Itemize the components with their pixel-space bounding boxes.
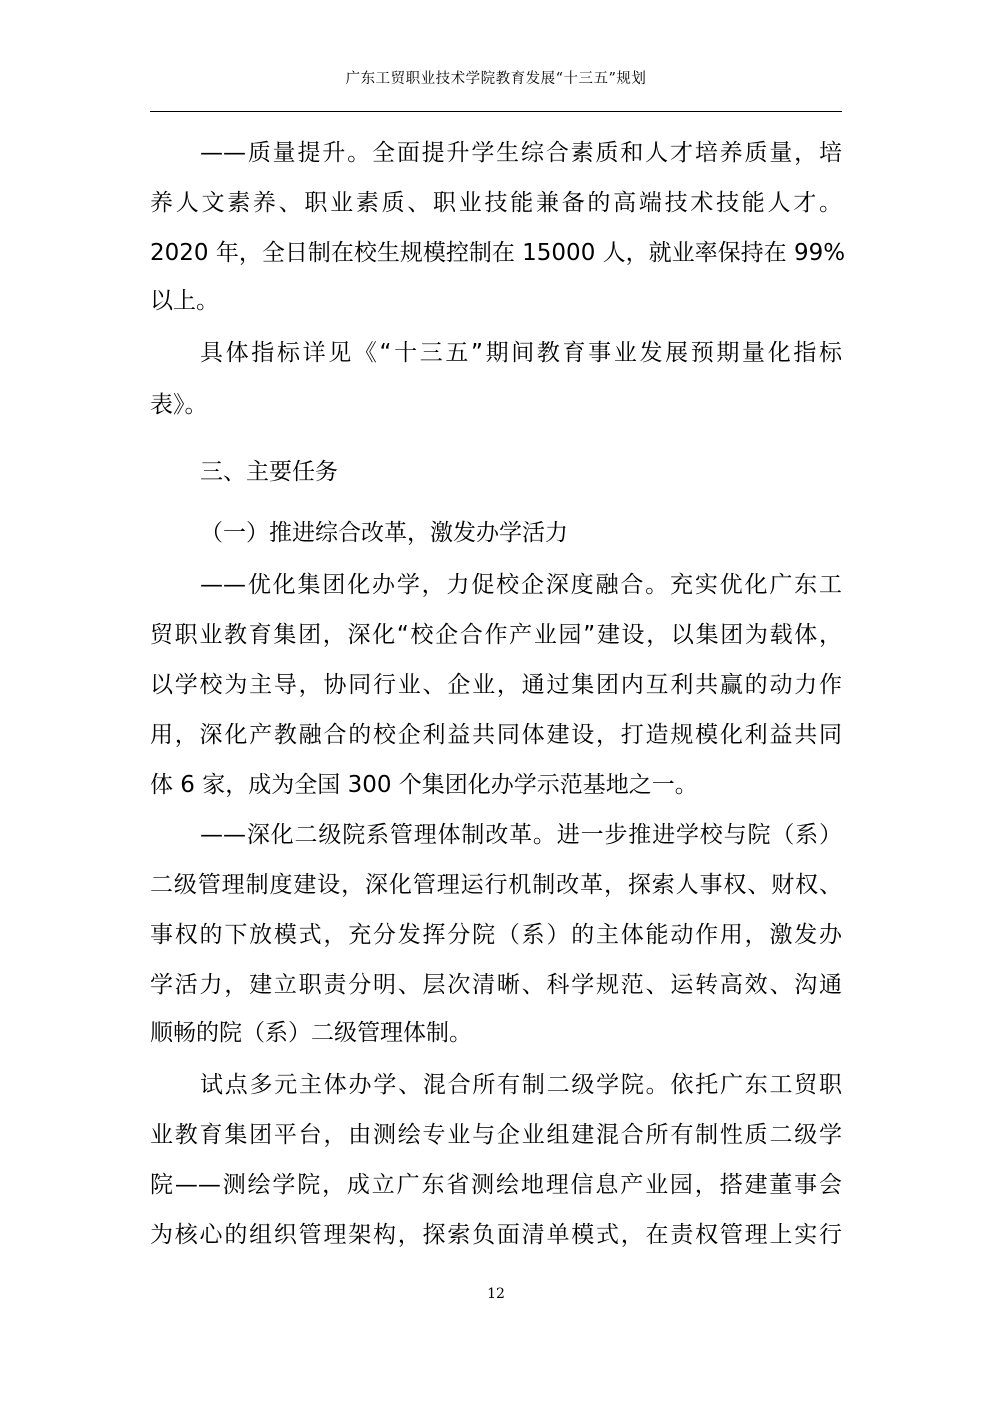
page-number: 12 (487, 1286, 505, 1302)
paragraph-group-line-4: 用，深化产教融合的校企利益共同体建设，打造规模化利益共同 (150, 722, 842, 748)
paragraph-quality-line-1: ——质量提升。全面提升学生综合素质和人才培养质量，培 (200, 140, 842, 166)
paragraph-management-line-4: 学活力，建立职责分明、层次清晰、科学规范、运转高效、沟通 (150, 972, 842, 998)
paragraph-mixed-line-3: 院——测绘学院，成立广东省测绘地理信息产业园，搭建董事会 (150, 1172, 842, 1198)
paragraph-management-line-2: 二级管理制度建设，深化管理运行机制改革，探索人事权、财权、 (150, 872, 842, 898)
paragraph-management-line-3: 事权的下放模式，充分发挥分院（系）的主体能动作用，激发办 (150, 922, 842, 948)
subsection-heading: （一）推进综合改革，激发办学活力 (200, 520, 568, 546)
paragraph-management-line-1: ——深化二级院系管理体制改革。进一步推进学校与院（系） (200, 822, 842, 848)
paragraph-group-line-3: 以学校为主导，协同行业、企业，通过集团内互利共赢的动力作 (150, 672, 842, 698)
paragraph-group-line-2: 贸职业教育集团，深化“校企合作产业园”建设，以集团为载体， (150, 622, 842, 648)
document-body (150, 0, 846, 1280)
paragraph-indicators-line-1: 具体指标详见《“十三五”期间教育事业发展预期量化指标 (200, 340, 842, 366)
paragraph-indicators-line-2: 表》。 (150, 392, 208, 418)
paragraph-quality-line-3: 2020 年，全日制在校生规模控制在 15000 人，就业率保持在 99% (150, 240, 846, 266)
paragraph-mixed-line-1: 试点多元主体办学、混合所有制二级学院。依托广东工贸职 (200, 1072, 842, 1098)
paragraph-group-line-5: 体 6 家，成为全国 300 个集团化办学示范基地之一。 (150, 772, 698, 798)
running-header: 广东工贸职业技术学院教育发展“十三五”规划 (345, 71, 647, 87)
section-heading: 三、主要任务 (200, 459, 338, 485)
paragraph-group-line-1: ——优化集团化办学，力促校企深度融合。充实优化广东工 (200, 572, 842, 598)
paragraph-quality-line-2: 养人文素养、职业素质、职业技能兼备的高端技术技能人才。 (150, 190, 842, 216)
paragraph-mixed-line-2: 业教育集团平台，由测绘专业与企业组建混合所有制性质二级学 (150, 1122, 842, 1148)
paragraph-quality-line-4: 以上。 (150, 288, 219, 314)
paragraph-mixed-line-4: 为核心的组织管理架构，探索负面清单模式，在责权管理上实行 (150, 1222, 842, 1248)
paragraph-management-line-5: 顺畅的院（系）二级管理体制。 (150, 1020, 472, 1046)
